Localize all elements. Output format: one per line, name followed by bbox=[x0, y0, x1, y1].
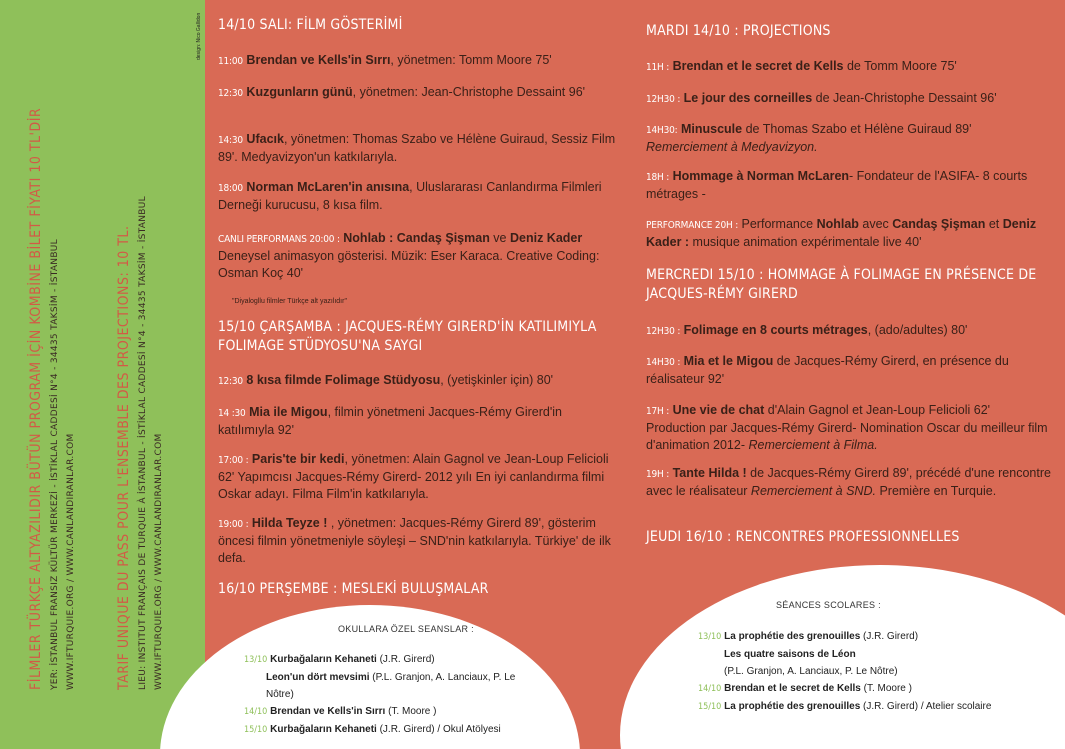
entry-fr-6: 12H30 : Folimage en 8 courts métrages, (ado/adultes) 80' bbox=[646, 323, 968, 337]
sidebar-line-4: TARIF UNIQUE DU PASS POUR L'ENSEMBLE DES PROJECTIONS: 10 TL. bbox=[116, 225, 132, 690]
school-row: 14/10 Brendan ve Kells'in Sırrı (T. Moore ) bbox=[244, 706, 437, 717]
school-heading-tr: OKULLARA ÖZEL SEANSLAR : bbox=[338, 624, 474, 634]
school-row: 15/10 La prophétie des grenouilles (J.R. Girerd) / Atelier scolaire bbox=[698, 701, 992, 712]
entry-tr-8: 17:00 : Paris'te bir kedi, yönetmen: Alain Gagnol ve Jean-Loup Felicioli 62' Yapımcısı Jacques-Rémy Girerd- 2012 yılı En iyi canlandırma filmi Oskar adayı. Filma Film'in katkılarıyla. bbox=[218, 452, 609, 501]
entry-fr-3: 14H30: Minuscule de Thomas Szabo et Hélène Guiraud 89' Remerciement à Medyavizyon. bbox=[646, 122, 972, 154]
entry-tr-3: 14:30 Ufacık, yönetmen: Thomas Szabo ve Hélène Guiraud, Sessiz Film 89'. Medyavizyon'un katkılarıyla. bbox=[218, 132, 616, 164]
entry-fr-4: 18H : Hommage à Norman McLaren- Fondateur de l'ASIFA- 8 courts métrages - bbox=[646, 169, 1028, 201]
entry-fr-9: 19H : Tante Hilda ! de Jacques-Rémy Girerd 89', précédé d'une rencontre avec le réalisateur Remerciement à SND. Première en Turquie. bbox=[646, 466, 1051, 498]
green-sidebar bbox=[0, 0, 205, 749]
sidebar-line-5: LIEU: INSTITUT FRANÇAIS DE TURQUIE À İSTANBUL - İSTİKLAL CADDESİ N°4 - 34435 TAKSİM - İSTANBUL bbox=[138, 196, 148, 690]
entry-tr-4: 18:00 Norman McLaren'in anısına, Uluslararası Canlandırma Filmleri Derneği kurucusu, 8 kısa film. bbox=[218, 180, 602, 212]
entry-fr-7: 14H30 : Mia et le Migou de Jacques-Rémy Girerd, en présence du réalisateur 92' bbox=[646, 354, 1009, 386]
school-row: 14/10 Brendan et le secret de Kells (T. Moore ) bbox=[698, 683, 912, 694]
entry-tr-9: 19:00 : Hilda Teyze ! , yönetmen: Jacques-Rémy Girerd 89', gösterim öncesi filmin yönetmeniyle söyleşi – SND'nin katkılarıyla. Türkiye' de ilk defa. bbox=[218, 516, 611, 565]
heading-tue-tr: 14/10 SALI: FİLM GÖSTERİMİ bbox=[218, 17, 403, 33]
school-list-tr bbox=[244, 651, 544, 739]
school-row: Leon'un dört mevsimi (P.L. Granjon, A. Lanciaux, P. Le Nôtre) bbox=[266, 672, 516, 700]
heading-wed-tr: 15/10 ÇARŞAMBA : JACQUES-RÉMY GIRERD'İN KATILIMIYLA FOLIMAGE STÜDYOSU'NA SAYGI bbox=[218, 319, 597, 354]
design-credit: design: Nico Gallidon bbox=[196, 12, 202, 60]
heading-wed-fr: MERCREDI 15/10 : HOMMAGE À FOLIMAGE EN PRÉSENCE DE JACQUES-RÉMY GIRERD bbox=[646, 267, 1037, 302]
entry-fr-1: 11H : Brendan et le secret de Kells de Tomm Moore 75' bbox=[646, 59, 957, 73]
school-row: Les quatre saisons de Léon bbox=[724, 649, 856, 660]
school-row: (P.L. Granjon, A. Lanciaux, P. Le Nôtre) bbox=[724, 666, 898, 677]
entry-tr-6: 12:30 8 kısa filmde Folimage Stüdyosu, (yetişkinler için) 80' bbox=[218, 373, 554, 387]
entry-fr-2: 12H30 : Le jour des corneilles de Jean-Christophe Dessaint 96' bbox=[646, 91, 997, 105]
heading-tue-fr: MARDI 14/10 : PROJECTIONS bbox=[646, 23, 831, 39]
entry-tr-5: CANLI PERFORMANS 20:00 : Nohlab : Candaş Şişman ve Deniz Kader Deneysel animasyon gösterisi. Müzik: Eser Karaca. Creative Coding: Osman Koç 40' bbox=[218, 231, 600, 280]
entry-tr-7: 14 :30 Mia ile Migou, filmin yönetmeni Jacques-Rémy Girerd'in katılımıyla 92' bbox=[218, 405, 562, 437]
sidebar-line-6[interactable]: WWW.IFTURQUIE.ORG / WWW.CANLANDIRANLAR.COM bbox=[154, 433, 164, 690]
sidebar-line-1: FİLMLER TÜRKÇE ALTYAZILIDIR BÜTÜN PROGRAM İÇİN KOMBİNE BİLET FİYATI 10 TL'DİR bbox=[28, 107, 44, 690]
heading-thu-fr: JEUDI 16/10 : RENCONTRES PROFESSIONNELLES bbox=[646, 529, 960, 545]
school-heading-fr: SÉANCES SCOLARES : bbox=[776, 600, 881, 610]
sidebar-line-3[interactable]: WWW.IFTURQUIE.ORG / WWW.CANLANDIRANLAR.COM bbox=[66, 433, 76, 690]
school-row: 13/10 La prophétie des grenouilles (J.R. Girerd) bbox=[698, 631, 919, 642]
school-row: 15/10 Kurbağaların Kehaneti (J.R. Girerd) / Okul Atölyesi bbox=[244, 724, 501, 735]
sidebar-line-2: YER: İSTANBUL FRANSIZ KÜLTÜR MERKEZİ - İSTİKLAL CADDESİ N°4 - 34435 TAKSİM - İSTANBUL bbox=[50, 239, 60, 690]
entry-tr-1: 11:00 Brendan ve Kells'in Sırrı, yönetmen: Tomm Moore 75' bbox=[218, 53, 552, 67]
entry-tr-2: 12:30 Kuzgunların günü, yönetmen: Jean-Christophe Dessaint 96' bbox=[218, 85, 586, 99]
school-row: 13/10 Kurbağaların Kehaneti (J.R. Girerd) bbox=[244, 654, 435, 665]
heading-thu-tr: 16/10 PERŞEMBE : MESLEKİ BULUŞMALAR bbox=[218, 581, 489, 597]
entry-fr-5: PERFORMANCE 20H : Performance Nohlab avec Candaş Şişman et Deniz Kader : musique animation expérimentale live 40' bbox=[646, 217, 1037, 249]
subtitle-note: "Diyalogllu filmler Türkçe alt yazılıdır" bbox=[232, 298, 347, 305]
school-list-fr bbox=[698, 628, 1058, 716]
entry-fr-8: 17H : Une vie de chat d'Alain Gagnol et Jean-Loup Felicioli 62' Production par Jacques-Rémy Girerd- Nomination Oscar du meilleur film d'animation 2012- Remerciement à Filma. bbox=[646, 403, 1048, 452]
